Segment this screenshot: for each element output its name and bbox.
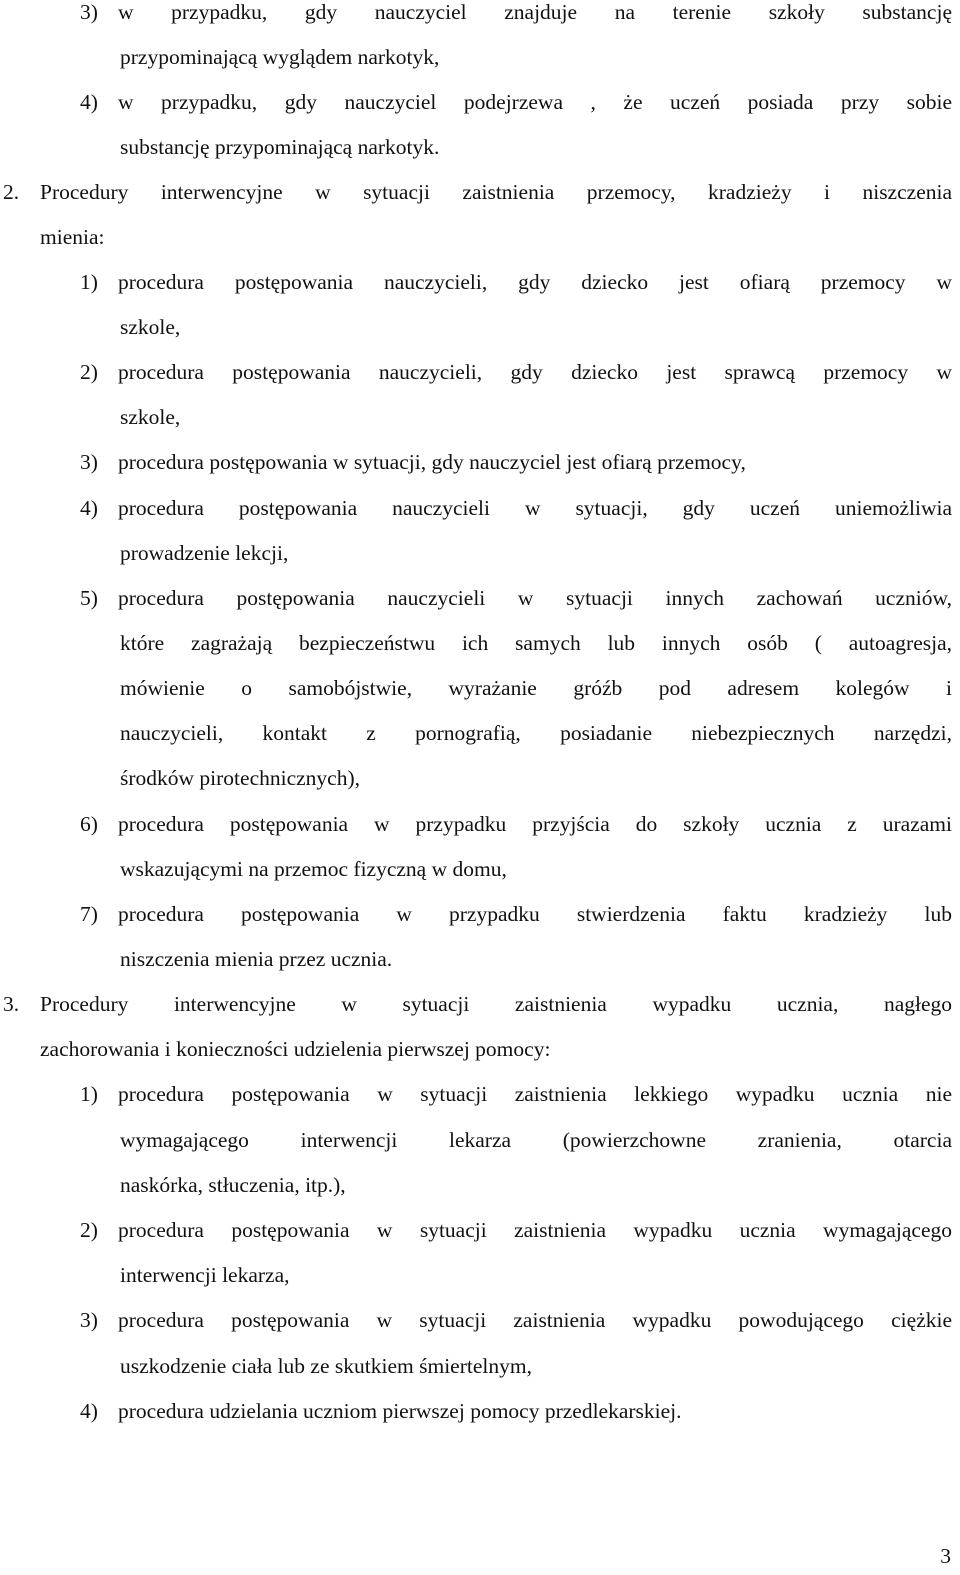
item-number: 3) <box>80 1308 98 1332</box>
item-number: 1) <box>80 1082 98 1106</box>
list-item-continuation <box>0 1163 960 1208</box>
list-item-continuation <box>0 621 960 666</box>
section-text: Procedury interwencyjne w sytuacji zaistnienia wypadku ucznia, nagłego <box>40 992 952 1016</box>
list-item-continuation <box>0 756 960 801</box>
item-text: naskórka, stłuczenia, itp.), <box>120 1173 346 1197</box>
item-text: szkole, <box>120 315 181 339</box>
list-item-continuation <box>0 711 960 756</box>
item-text: wymagającego interwencji lekarza (powierzchowne zranienia, otarcia <box>120 1128 952 1152</box>
section-heading-continuation <box>0 215 960 260</box>
list-item <box>0 576 960 621</box>
list-item-continuation <box>0 305 960 350</box>
section-text: mienia: <box>40 225 105 249</box>
item-number: 3) <box>80 0 98 24</box>
list-item-continuation <box>0 125 960 170</box>
item-number: 5) <box>80 586 98 610</box>
item-text: procedura postępowania w sytuacji, gdy nauczyciel jest ofiarą przemocy, <box>118 450 746 474</box>
item-text: mówienie o samobójstwie, wyrażanie gróźb pod adresem kolegów i <box>120 676 952 700</box>
list-item-continuation <box>0 666 960 711</box>
list-item-continuation <box>0 937 960 982</box>
item-text: środków pirotechnicznych), <box>120 766 361 790</box>
list-item <box>0 260 960 305</box>
section-heading-continuation <box>0 1027 960 1072</box>
item-text: przypominającą wyglądem narkotyk, <box>120 45 440 69</box>
item-number: 6) <box>80 812 98 836</box>
item-number: 7) <box>80 902 98 926</box>
item-number: 3) <box>80 450 98 474</box>
item-text: niszczenia mienia przez ucznia. <box>120 947 393 971</box>
section-text: Procedury interwencyjne w sytuacji zaistnienia przemocy, kradzieży i niszczenia <box>40 180 952 204</box>
item-text: które zagrażają bezpieczeństwu ich samych lub innych osób ( autoagresja, <box>120 631 952 655</box>
item-number: 4) <box>80 90 98 114</box>
list-item <box>0 80 960 125</box>
list-item <box>0 1072 960 1117</box>
section-number: 3. <box>3 992 20 1016</box>
item-text: procedura postępowania nauczycieli, gdy dziecko jest ofiarą przemocy w <box>118 270 952 294</box>
item-text: interwencji lekarza, <box>120 1263 290 1287</box>
item-number: 4) <box>80 1399 98 1423</box>
section-number: 2. <box>3 180 20 204</box>
list-item-continuation <box>0 1344 960 1389</box>
item-text: w przypadku, gdy nauczyciel znajduje na terenie szkoły substancję <box>118 0 952 24</box>
item-text: prowadzenie lekcji, <box>120 541 289 565</box>
list-item-continuation <box>0 1118 960 1163</box>
item-text: procedura postępowania w przypadku stwierdzenia faktu kradzieży lub <box>118 902 952 926</box>
list-item <box>0 350 960 395</box>
item-text: substancję przypominającą narkotyk. <box>120 135 440 159</box>
section-heading <box>0 982 960 1027</box>
item-text: uszkodzenie ciała lub ze skutkiem śmiertelnym, <box>120 1354 532 1378</box>
list-item-continuation <box>0 847 960 892</box>
item-number: 2) <box>80 360 98 384</box>
list-item <box>0 486 960 531</box>
item-text: procedura postępowania w sytuacji zaistnienia lekkiego wypadku ucznia nie <box>118 1082 952 1106</box>
item-text: procedura postępowania w sytuacji zaistnienia wypadku ucznia wymagającego <box>118 1218 952 1242</box>
item-text: procedura postępowania nauczycieli, gdy dziecko jest sprawcą przemocy w <box>118 360 952 384</box>
list-item-continuation <box>0 531 960 576</box>
item-text: nauczycieli, kontakt z pornografią, posiadanie niebezpiecznych narzędzi, <box>120 721 952 745</box>
item-text: procedura udzielania uczniom pierwszej pomocy przedlekarskiej. <box>118 1399 682 1423</box>
list-item <box>0 0 960 35</box>
item-number: 4) <box>80 496 98 520</box>
list-item <box>0 1389 960 1434</box>
list-item <box>0 1298 960 1343</box>
item-text: wskazującymi na przemoc fizyczną w domu, <box>120 857 507 881</box>
item-text: procedura postępowania nauczycieli w sytuacji, gdy uczeń uniemożliwia <box>118 496 952 520</box>
item-text: w przypadku, gdy nauczyciel podejrzewa , że uczeń posiada przy sobie <box>118 90 952 114</box>
item-number: 1) <box>80 270 98 294</box>
section-heading <box>0 170 960 215</box>
list-item-continuation <box>0 395 960 440</box>
list-item <box>0 802 960 847</box>
item-text: procedura postępowania w przypadku przyjścia do szkoły ucznia z urazami <box>118 812 952 836</box>
list-item <box>0 1208 960 1253</box>
list-item-continuation <box>0 35 960 80</box>
list-item-continuation <box>0 1253 960 1298</box>
item-text: procedura postępowania nauczycieli w sytuacji innych zachowań uczniów, <box>118 586 952 610</box>
page-number: 3 <box>940 1544 951 1568</box>
item-text: szkole, <box>120 405 181 429</box>
item-text: procedura postępowania w sytuacji zaistnienia wypadku powodującego ciężkie <box>118 1308 952 1332</box>
list-item <box>0 892 960 937</box>
section-text: zachorowania i konieczności udzielenia pierwszej pomocy: <box>40 1037 551 1061</box>
item-number: 2) <box>80 1218 98 1242</box>
list-item <box>0 440 960 485</box>
